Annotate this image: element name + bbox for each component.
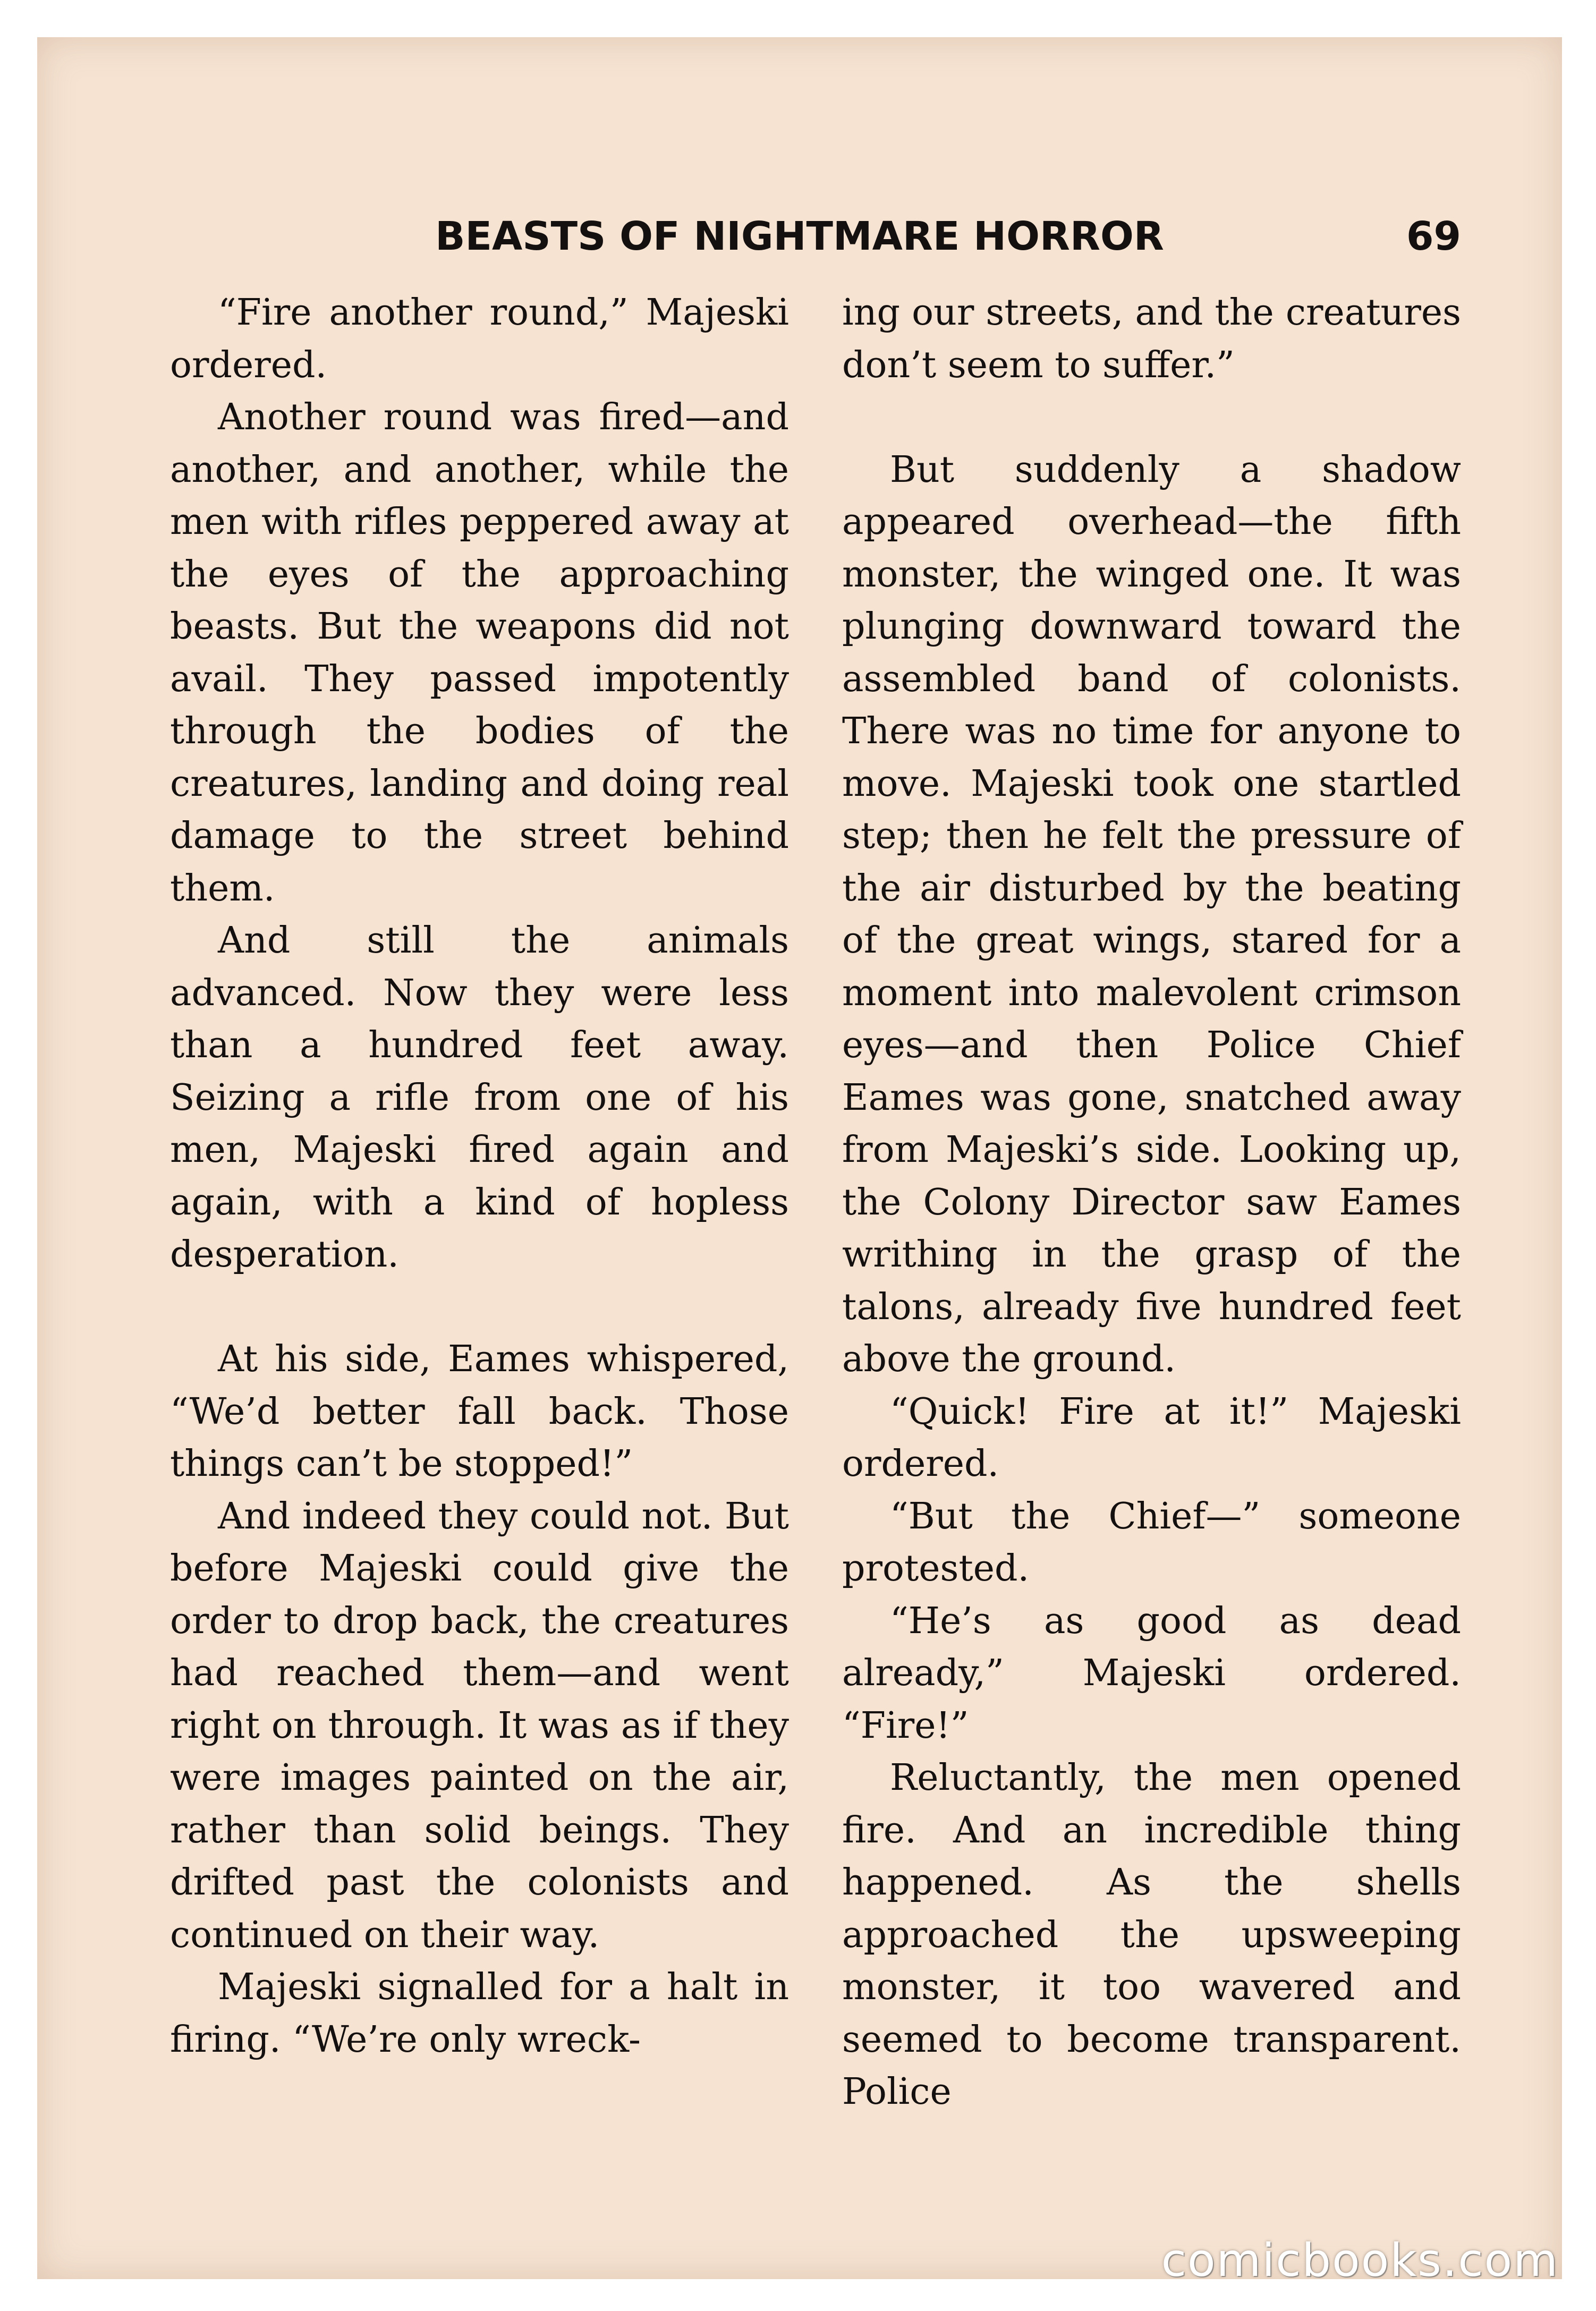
paragraph: Reluctantly, the men opened fire. And an incredible thing happened. As the shells approached the upsweeping monster, it too wavered and seemed to become transparent. Police xyxy=(842,1757,1461,2113)
right-column xyxy=(842,287,1461,2119)
running-header xyxy=(37,207,1562,276)
paragraph: Majeski signalled for a halt in firing. “We’re only wreck- xyxy=(170,1966,789,2061)
paragraph: At his side, Eames whispered, “We’d better fall back. Those things can’t be stopped!” xyxy=(170,1338,789,1485)
left-column xyxy=(170,287,789,2066)
paragraph: But suddenly a shadow appeared overhead—the fifth monster, the winged one. It was plunging downward toward the assembled band of colonists. There was no time for anyone to move. Majeski took one startled step; then he felt the pressure of the air disturbed by the beating of the great wings, stared for a moment into malevolent crimson eyes—and then Police Chief Eames was gone, snatched away from Majeski’s side. Looking up, the Colony Director saw Eames writhing in the grasp of the talons, already five hundred feet above the ground. xyxy=(842,448,1461,1380)
paragraph: And indeed they could not. But before Majeski could give the order to drop back, the creatures had reached them—and went right on through. It was as if they were images painted on the air, rather than solid beings. They drifted past the colonists and continued on their way. xyxy=(170,1495,789,1956)
paragraph: “Fire another round,” Majeski ordered. xyxy=(170,292,789,386)
page xyxy=(37,37,1562,2279)
watermark: comicbooks.com xyxy=(1161,2234,1559,2287)
section-break xyxy=(842,392,1461,444)
paragraph: “Quick! Fire at it!” Majeski ordered. xyxy=(842,1390,1461,1485)
page-number: 69 xyxy=(1406,214,1461,259)
paragraph-continued: ing our streets, and the creatures don’t seem to suffer.” xyxy=(842,292,1461,386)
running-title: BEASTS OF NIGHTMARE HORROR xyxy=(435,214,1164,259)
paragraph: And still the animals advanced. Now they were less than a hundred feet away. Seizing a rifle from one of his men, Majeski fired again and again, with a kind of hopless desperation. xyxy=(170,920,789,1276)
paragraph: “But the Chief—” someone protested. xyxy=(842,1495,1461,1590)
paragraph: “He’s as good as dead already,” Majeski ordered. “Fire!” xyxy=(842,1600,1461,1747)
paragraph: Another round was fired—and another, and another, while the men with rifles peppered away at the eyes of the approaching beasts. But the weapons did not avail. They passed impotently through the bodies of the creatures, landing and doing real damage to the street behind them. xyxy=(170,396,789,910)
section-break xyxy=(170,1281,789,1334)
